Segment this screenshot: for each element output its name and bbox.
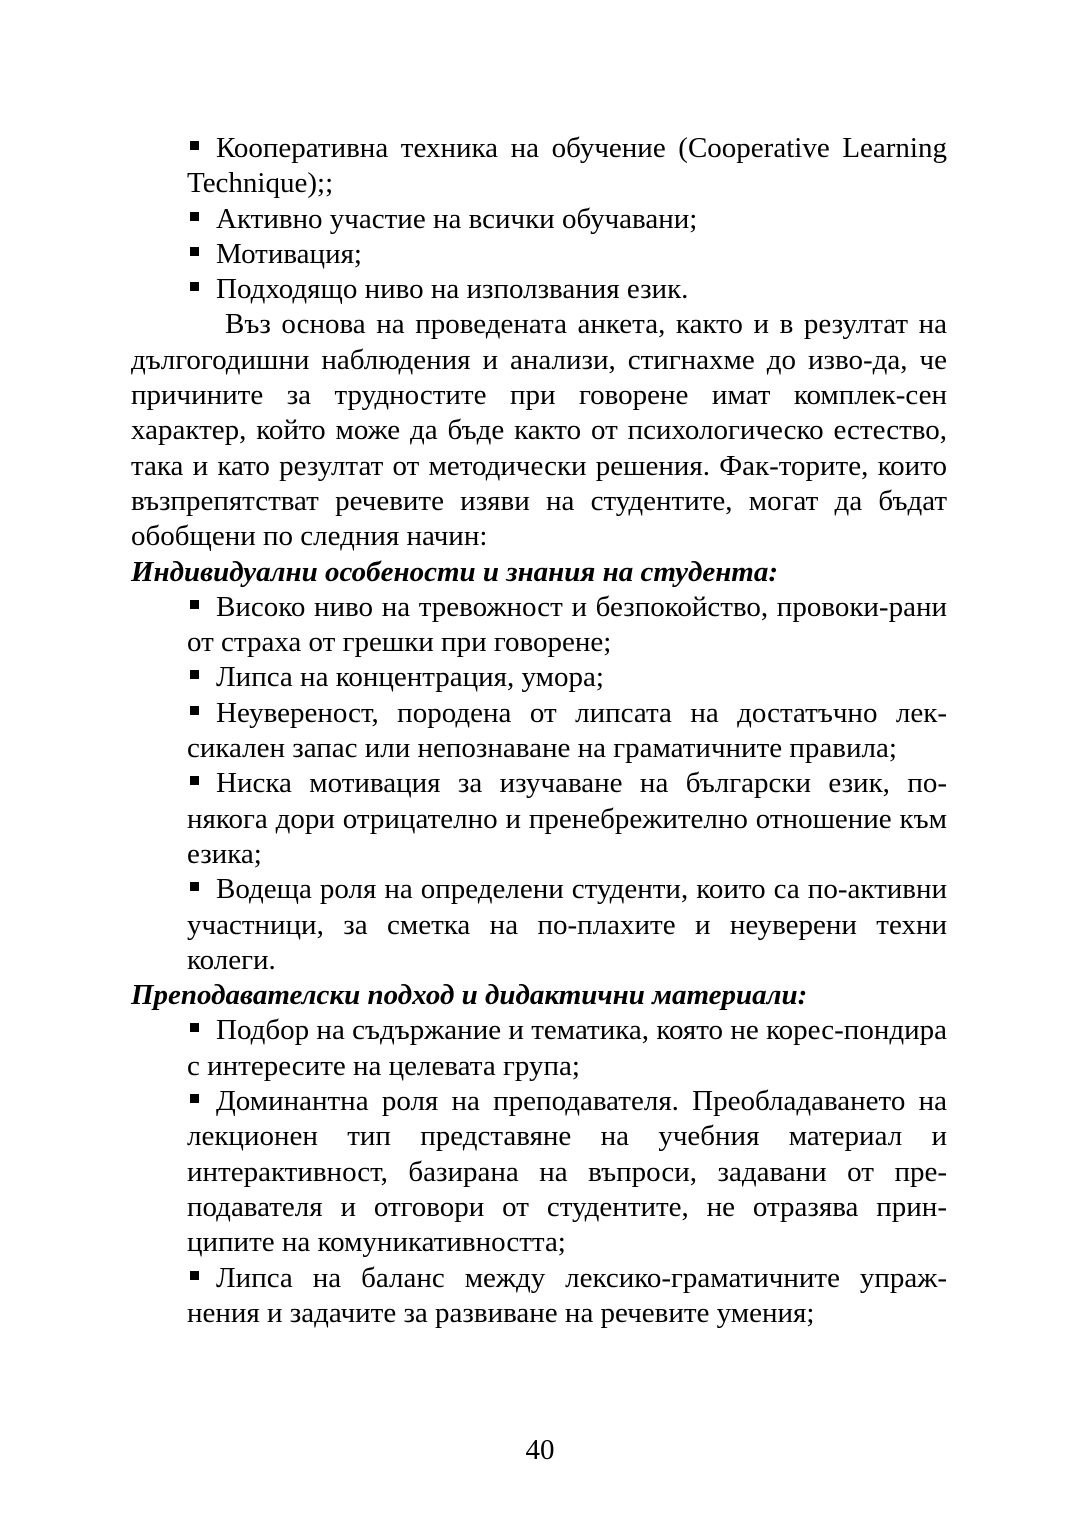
student-factors-list <box>131 590 947 978</box>
page-content <box>131 131 947 1331</box>
intro-bullet-list <box>131 131 947 307</box>
list-item: Ниска мотивация за изучаване на български език, по-някога дори отрицателно и пренебрежително отношение към езика; <box>187 766 947 872</box>
list-item: Кооперативна техника на обучение (Cooperative Learning Technique);; <box>187 131 947 202</box>
list-item: Липса на баланс между лексико-граматичните упраж-нения и задачите за развиване на речевите умения; <box>187 1261 947 1332</box>
list-item: Доминантна роля на преподавателя. Преобладаването на лекционен тип представяне на учебния материал и интерактивност, базирана на въпроси, задавани от пре-подавателя и отговори от студентите, не отразява прин-ципите на комуникативността; <box>187 1084 947 1260</box>
list-item: Водеща роля на определени студенти, които са по-активни участници, за сметка на по-плахите и неуверени техни колеги. <box>187 872 947 978</box>
list-item: Активно участие на всички обучавани; <box>187 202 947 237</box>
list-item: Мотивация; <box>187 237 947 272</box>
teaching-factors-list <box>131 1013 947 1331</box>
list-item: Липса на концентрация, умора; <box>187 660 947 695</box>
section-heading-teaching: Преподавателски подход и дидактични материали: <box>131 979 808 1012</box>
list-item: Неувереност, породена от липсата на достатъчно лек-сикален запас или непознаване на граматичните правила; <box>187 696 947 767</box>
body-paragraph: Въз основа на проведената анкета, както и в резултат на дългогодишни наблюдения и анализи, стигнахме до изво-да, че причините за трудностите при говорене имат комплек-сен характер, който може да бъде както от психологическо естество, така и като резултат от методически решения. Фак-торите, които възпрепятстват речевите изяви на студентите, могат да бъдат обобщени по следния начин: <box>131 308 947 553</box>
list-item: Високо ниво на тревожност и безпокойство, провоки-рани от страха от грешки при говорене; <box>187 590 947 661</box>
section-heading-student: Индивидуални особености и знания на студента: <box>131 555 779 588</box>
list-item: Подбор на съдържание и тематика, която не корес-пондира с интересите на целевата група; <box>187 1013 947 1084</box>
page-number: 40 <box>525 1434 555 1466</box>
list-item: Подходящо ниво на използвания език. <box>187 272 947 307</box>
